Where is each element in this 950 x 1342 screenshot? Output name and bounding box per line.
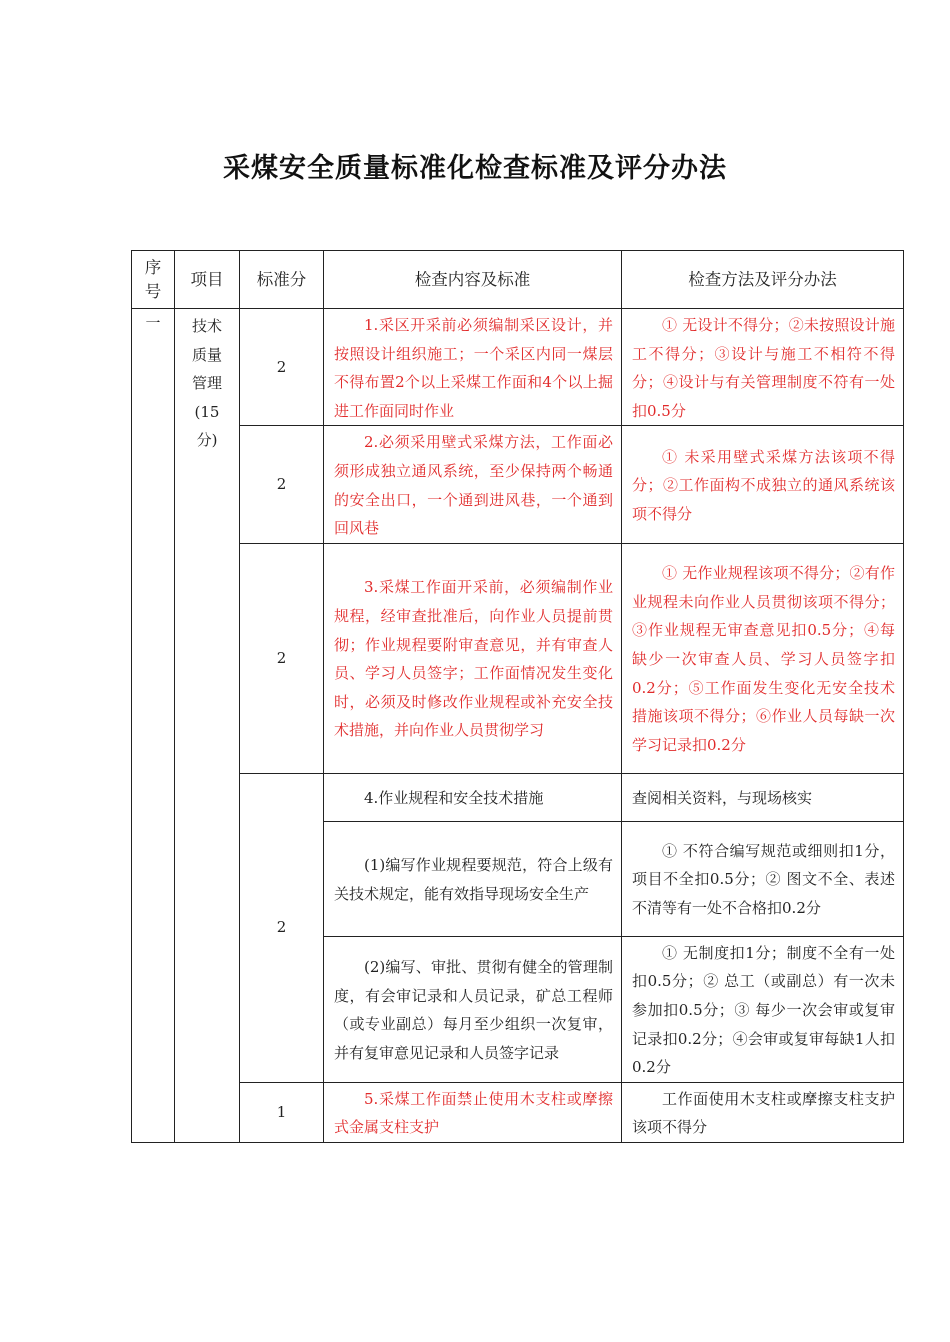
table-row xyxy=(132,309,904,426)
subrow-method: ① 不符合编写规范或细则扣1分，项目不全扣0.5分；② 图文不全、表述不清等有一处不合格扣0.2分 xyxy=(622,821,904,936)
row-content: 4.作业规程和安全技术措施 xyxy=(324,773,622,821)
row-method: ① 无作业规程该项不得分；②有作业规程未向作业人员贯彻该项不得分；③作业规程无审查意见扣0.5分；④每缺少一次审查人员、学习人员签字扣0.2分；⑤工作面发生变化无安全技术措施该项不得分；⑥作业人员每缺一次学习记录扣0.2分 xyxy=(622,543,904,773)
header-score: 标准分 xyxy=(240,251,324,309)
row-score: 2 xyxy=(240,426,324,543)
subrow-content: (2)编写、审批、贯彻有健全的管理制度，有会审记录和人员记录，矿总工程师（或专业副总）每月至少组织一次复审，并有复审意见记录和人员签字记录 xyxy=(324,936,622,1082)
table-row xyxy=(132,773,904,821)
row-content: 3.采煤工作面开采前，必须编制作业规程，经审查批准后，向作业人员提前贯彻；作业规程要附审查意见，并有审查人员、学习人员签字；工作面情况发生变化时，必须及时修改作业规程或补充安全技术措施，并向作业人员贯彻学习 xyxy=(324,543,622,773)
page-title: 采煤安全质量标准化检查标准及评分办法 xyxy=(223,153,727,184)
table-row xyxy=(132,426,904,543)
row-score: 2 xyxy=(240,309,324,426)
row-content: 2.必须采用壁式采煤方法，工作面必须形成独立通风系统，至少保持两个畅通的安全出口，一个通到进风巷，一个通到回风巷 xyxy=(324,426,622,543)
section-seq: 一 xyxy=(132,309,175,1143)
header-method: 检查方法及评分办法 xyxy=(622,251,904,309)
subrow-method: ① 无制度扣1分；制度不全有一处扣0.5分；② 总工（或副总）有一次未参加扣0.5分；③ 每少一次会审或复审记录扣0.2分；④会审或复审每缺1人扣0.2分 xyxy=(622,936,904,1082)
header-seq: 序号 xyxy=(132,251,175,309)
row-score: 2 xyxy=(240,773,324,1082)
table-row xyxy=(132,543,904,773)
row-method: 工作面使用木支柱或摩擦支柱支护该项不得分 xyxy=(622,1082,904,1142)
header-item: 项目 xyxy=(175,251,240,309)
table-row xyxy=(132,1082,904,1142)
row-score: 2 xyxy=(240,543,324,773)
row-score: 1 xyxy=(240,1082,324,1142)
header-content: 检查内容及标准 xyxy=(324,251,622,309)
row-content: 1.采区开采前必须编制采区设计，并按照设计组织施工；一个采区内同一煤层不得布置2个以上采煤工作面和4个以上掘进工作面同时作业 xyxy=(324,309,622,426)
table-header-row xyxy=(132,251,904,309)
row-content: 5.采煤工作面禁止使用木支柱或摩擦式金属支柱支护 xyxy=(324,1082,622,1142)
row-method: 查阅相关资料，与现场核实 xyxy=(622,773,904,821)
subrow-content: (1)编写作业规程要规范，符合上级有关技术规定，能有效指导现场安全生产 xyxy=(324,821,622,936)
standards-table xyxy=(131,250,904,1143)
section-item: 技术质量管理(15分) xyxy=(175,309,240,1143)
row-method: ① 未采用壁式采煤方法该项不得分；②工作面构不成独立的通风系统该项不得分 xyxy=(622,426,904,543)
row-method: ① 无设计不得分；②未按照设计施工不得分；③设计与施工不相符不得分；④设计与有关管理制度不符有一处扣0.5分 xyxy=(622,309,904,426)
